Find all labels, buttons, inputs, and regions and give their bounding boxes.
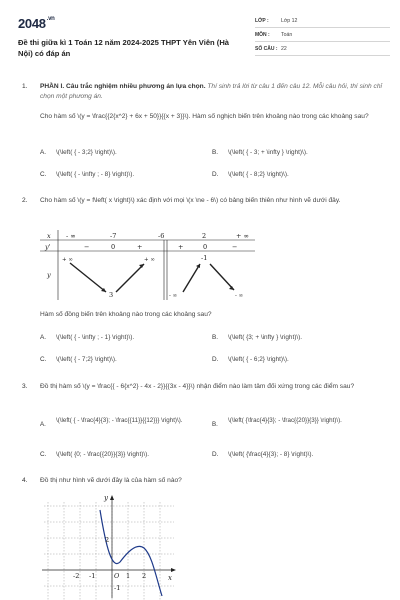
sign: + [178,243,184,251]
option-b[interactable]: B. \(\left( { - 3; + \infty } \right)\). [212,149,308,156]
option-b[interactable]: B. \(\left( {3; + \infty } \right)\). [212,334,303,341]
question-3-text: Đồ thị hàm số \(y = \frac{{ - 6{x^2} - 4x - 2}}{{3x - 4}}\) nhận điểm nào làm tâm đối xứng trong các điểm sau? [40,383,355,390]
y-val: + ∞ [144,257,155,263]
y-val: - ∞ [235,293,244,299]
question-number: 2. [22,197,28,204]
question-1-body: Cho hàm số \(y = \frac{{2{x^2} + 6x + 50}}{{x + 3}}\). Hàm số nghịch biến trên khoảng nào trong các khoảng sau? [40,113,369,120]
x-val: -7 [110,232,117,240]
x-val: - ∞ [66,232,76,240]
yprime-label: y' [45,243,51,251]
question-2-text: Cho hàm số \(y = f\left( x \right)\) xác định với mọi \(x \ne - 6\) có bảng biến thiên như hình vẽ dưới đây. [40,197,341,204]
meta-count: SỐ CÂU : 22 [255,42,390,56]
y-val: -1 [201,254,208,262]
y-val: - ∞ [169,293,178,299]
tick-label: 1 [126,572,131,580]
option-c[interactable]: C. \(\left( { - \infty ; - 8} \right)\). [40,171,135,178]
option-d[interactable]: D. \(\left( { - 8;2} \right)\). [212,171,289,178]
option-d[interactable]: D. \(\left( { - 6;2} \right)\). [212,356,289,363]
tick-label: -2 [73,572,80,580]
site-logo[interactable]: $2048^{.vn}$ [18,16,55,31]
question-1-text: PHẦN I. Câu trắc nghiệm nhiều phương án lựa chọn. Thí sinh trả lời từ câu 1 đến câu 12. Mỗi câu hỏi, thí sinh chỉ chọn một phương án. [40,83,382,100]
option-d[interactable]: D. \(\left( {\frac{4}{3}; - 8} \right)\). [212,451,314,458]
question-number: 4. [22,477,28,484]
x-label: x [47,232,51,240]
variation-table-svg [40,230,255,300]
option-c[interactable]: C. \(\left( { - 7;2} \right)\). [40,356,117,363]
meta-subject: MÔN : Toán [255,28,390,42]
x-axis-label: x [168,574,172,582]
x-val: -6 [158,232,165,240]
exam-title: Đề thi giữa kì 1 Toán 12 năm 2024-2025 THPT Yên Viên (Hà Nội) có đáp án [18,38,230,58]
question-number: 3. [22,383,28,390]
question-number: 1. [22,83,28,90]
tick-label: -1 [89,572,96,580]
option-a[interactable]: A. \(\left( { - 3;2} \right)\). [40,149,117,156]
option-a[interactable]: A. \(\left( { - \infty ; - 1} \right)\). [40,334,135,341]
x-val: 2 [202,232,207,240]
variation-table [40,230,255,300]
tick-label: -1 [114,584,121,592]
page-header [18,14,388,70]
option-c[interactable]: C. \(\left( {0; - \frac{{20}}{3}} \right)\). [40,451,150,458]
y-axis-label: y [104,494,108,502]
sign: − [84,243,90,251]
exam-meta [255,14,390,56]
sign: + [137,243,143,251]
sign: 0 [203,243,208,251]
question-4-text: Đồ thị như hình vẽ dưới đây là của hàm số nào? [40,477,182,484]
function-graph [40,492,180,600]
sign: − [232,243,238,251]
y-val: + ∞ [62,257,73,263]
question-2-sub: Hàm số đồng biến trên khoảng nào trong các khoảng sau? [40,311,212,318]
tick-label: 2 [105,536,110,544]
y-val: 3 [109,291,114,299]
meta-class: LỚP : Lớp 12 [255,14,390,28]
y-label: y [47,271,51,279]
function-graph-svg [40,492,180,600]
tick-label: 2 [142,572,147,580]
origin-label: O [114,572,120,580]
function-curve [100,510,162,596]
sign: 0 [111,243,116,251]
x-val: + ∞ [236,232,249,240]
